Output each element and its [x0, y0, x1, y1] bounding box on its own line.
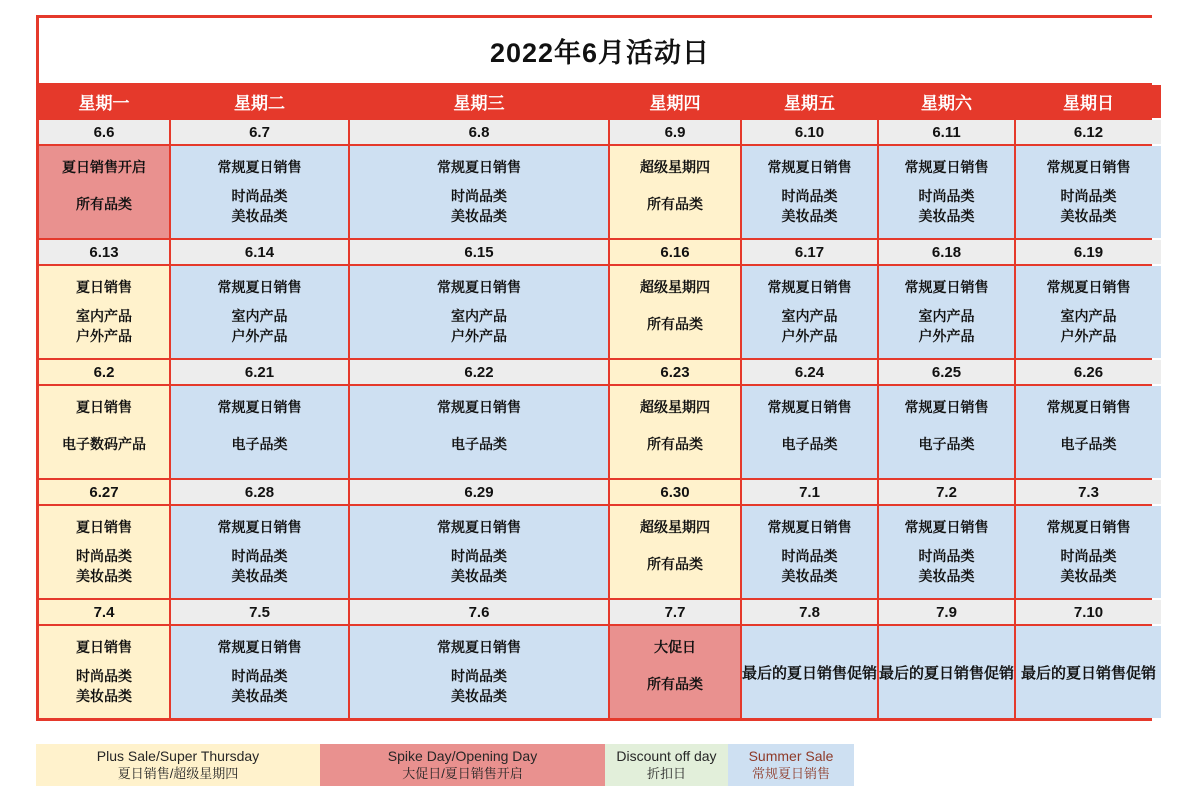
- event-cell[interactable]: [171, 146, 348, 238]
- date-cell[interactable]: 6.19: [1016, 240, 1161, 264]
- event-category: 时尚品类: [76, 668, 132, 684]
- event-category: 美妆品类: [1060, 208, 1117, 224]
- event-category: 所有品类: [76, 196, 132, 212]
- event-cell[interactable]: [350, 386, 608, 478]
- event-categories: [76, 306, 132, 346]
- event-title: 常规夏日销售: [217, 279, 302, 295]
- event-cell[interactable]: [610, 506, 740, 598]
- page-title: 2022年6月活动日: [39, 18, 1161, 83]
- event-categories: [919, 186, 975, 226]
- event-category: 时尚品类: [451, 668, 507, 684]
- event-title: 常规夏日销售: [767, 519, 852, 535]
- weekday-header-5[interactable]: 星期五: [742, 85, 877, 118]
- event-category: 时尚品类: [231, 188, 288, 204]
- event-categories: [76, 666, 132, 706]
- event-category: 所有品类: [647, 556, 703, 572]
- event-category: 美妆品类: [918, 568, 975, 584]
- date-cell[interactable]: 6.9: [610, 120, 740, 144]
- date-cell[interactable]: 6.25: [879, 360, 1014, 384]
- event-cell[interactable]: [879, 386, 1014, 478]
- date-cell[interactable]: 6.12: [1016, 120, 1161, 144]
- event-title: 常规夏日销售: [1046, 519, 1131, 535]
- event-cell[interactable]: [610, 626, 740, 718]
- event-category: 室内产品: [76, 308, 132, 324]
- date-cell[interactable]: 7.7: [610, 600, 740, 624]
- legend-label-zh: 大促日/夏日销售开启: [402, 766, 523, 781]
- date-cell[interactable]: 6.11: [879, 120, 1014, 144]
- event-cell[interactable]: [350, 146, 608, 238]
- event-cell[interactable]: [171, 506, 348, 598]
- event-title: 常规夏日销售: [904, 519, 989, 535]
- event-category: 美妆品类: [781, 208, 838, 224]
- event-category: 美妆品类: [918, 208, 975, 224]
- event-categories: [919, 306, 975, 346]
- event-cell[interactable]: [39, 146, 169, 238]
- date-cell[interactable]: 6.16: [610, 240, 740, 264]
- event-title: 超级星期四: [640, 159, 710, 175]
- event-category: 美妆品类: [231, 568, 288, 584]
- event-category: 户外产品: [451, 328, 507, 344]
- event-category: 电子品类: [231, 436, 288, 452]
- event-category: 电子品类: [781, 436, 838, 452]
- event-title: 夏日销售: [76, 519, 132, 535]
- date-cell[interactable]: 7.3: [1016, 480, 1161, 504]
- legend-label-zh: 常规夏日销售: [751, 766, 830, 781]
- event-categories: [782, 306, 838, 346]
- date-cell[interactable]: 6.14: [171, 240, 348, 264]
- date-cell[interactable]: 6.17: [742, 240, 877, 264]
- event-cell[interactable]: [39, 266, 169, 358]
- event-category: 户外产品: [781, 328, 838, 344]
- event-categories: [451, 434, 507, 454]
- event-categories: [451, 306, 507, 346]
- event-title: 常规夏日销售: [1046, 399, 1131, 415]
- event-categories: [1061, 186, 1117, 226]
- event-categories: [919, 546, 975, 586]
- event-cell[interactable]: [171, 266, 348, 358]
- event-category: 所有品类: [647, 196, 703, 212]
- event-categories: [232, 666, 288, 706]
- event-categories: [647, 674, 703, 694]
- event-cell[interactable]: [171, 626, 348, 718]
- event-cell[interactable]: [610, 146, 740, 238]
- event-cell[interactable]: [1016, 146, 1161, 238]
- event-categories: [647, 434, 703, 454]
- event-category: 室内产品: [918, 308, 975, 324]
- event-category: 时尚品类: [1060, 548, 1117, 564]
- event-categories: [232, 434, 288, 454]
- weekday-header-3[interactable]: 星期三: [350, 85, 608, 118]
- event-categories: [782, 186, 838, 226]
- event-category: 时尚品类: [781, 188, 838, 204]
- event-title: 超级星期四: [640, 279, 710, 295]
- date-cell[interactable]: 6.22: [350, 360, 608, 384]
- event-cell[interactable]: [350, 266, 608, 358]
- event-category: 美妆品类: [451, 568, 507, 584]
- event-category: 户外产品: [76, 328, 132, 344]
- event-title: 夏日销售开启: [62, 159, 146, 175]
- legend-label-en: Summer Sale: [748, 748, 834, 764]
- legend-item-2: [320, 744, 605, 786]
- event-cell[interactable]: [1016, 506, 1161, 598]
- event-title: 超级星期四: [640, 519, 710, 535]
- legend-label-zh: 折扣日: [646, 766, 686, 781]
- legend-item-3: [605, 744, 728, 786]
- event-title: 常规夏日销售: [1046, 279, 1131, 295]
- event-title: 常规夏日销售: [437, 399, 521, 415]
- event-title: 常规夏日销售: [217, 639, 302, 655]
- event-title: 常规夏日销售: [904, 399, 989, 415]
- event-cell[interactable]: [742, 386, 877, 478]
- event-cell[interactable]: [610, 386, 740, 478]
- date-cell[interactable]: 7.9: [879, 600, 1014, 624]
- legend: [36, 744, 854, 786]
- event-category: 所有品类: [647, 316, 703, 332]
- event-category: 室内产品: [781, 308, 838, 324]
- event-category: 时尚品类: [451, 548, 507, 564]
- date-cell[interactable]: 7.10: [1016, 600, 1161, 624]
- event-cell[interactable]: [1016, 386, 1161, 478]
- event-title: 常规夏日销售: [217, 159, 302, 175]
- event-title: 夏日销售: [76, 279, 132, 295]
- event-title: 夏日销售: [76, 399, 132, 415]
- event-categories: [647, 194, 703, 214]
- calendar-table: [36, 15, 1156, 721]
- legend-item-4: [728, 744, 854, 786]
- legend-label-zh: 夏日销售/超级星期四: [117, 766, 239, 781]
- legend-label-en: Spike Day/Opening Day: [387, 748, 538, 764]
- legend-label-en: Discount off day: [616, 748, 717, 764]
- event-title: 超级星期四: [640, 399, 710, 415]
- date-cell[interactable]: 7.6: [350, 600, 608, 624]
- event-category: 户外产品: [1060, 328, 1117, 344]
- event-title: 常规夏日销售: [1046, 159, 1131, 175]
- date-cell[interactable]: 6.24: [742, 360, 877, 384]
- event-cell[interactable]: [39, 506, 169, 598]
- date-cell[interactable]: 7.8: [742, 600, 877, 624]
- date-cell[interactable]: 6.21: [171, 360, 348, 384]
- date-cell[interactable]: 6.27: [39, 480, 169, 504]
- event-title: 常规夏日销售: [437, 519, 521, 535]
- event-category: 室内产品: [451, 308, 507, 324]
- weekday-header-7[interactable]: 星期日: [1016, 85, 1161, 118]
- date-cell[interactable]: 7.2: [879, 480, 1014, 504]
- event-overflow-text: 最后的夏日销售促销: [742, 664, 878, 682]
- event-cell[interactable]: [742, 146, 877, 238]
- event-category: 美妆品类: [781, 568, 838, 584]
- date-cell[interactable]: 6.28: [171, 480, 348, 504]
- event-categories: [76, 194, 132, 214]
- date-cell[interactable]: 6.10: [742, 120, 877, 144]
- event-categories: [62, 434, 146, 454]
- event-category: 美妆品类: [76, 568, 132, 584]
- event-category: 时尚品类: [451, 188, 507, 204]
- event-cell[interactable]: [350, 506, 608, 598]
- event-title: 常规夏日销售: [437, 639, 521, 655]
- event-category: 时尚品类: [231, 548, 288, 564]
- date-cell[interactable]: 6.6: [39, 120, 169, 144]
- event-title: 夏日销售: [76, 639, 132, 655]
- event-category: 电子品类: [1060, 436, 1117, 452]
- event-category: 时尚品类: [781, 548, 838, 564]
- event-title: 常规夏日销售: [767, 159, 852, 175]
- event-cell[interactable]: [1016, 626, 1161, 718]
- weekday-header-1[interactable]: 星期一: [39, 85, 169, 118]
- event-categories: [1061, 306, 1117, 346]
- event-category: 美妆品类: [451, 208, 507, 224]
- event-cell[interactable]: [610, 266, 740, 358]
- event-category: 所有品类: [647, 436, 703, 452]
- date-cell[interactable]: 7.4: [39, 600, 169, 624]
- event-title: 常规夏日销售: [217, 519, 302, 535]
- event-category: 户外产品: [918, 328, 975, 344]
- event-category: 所有品类: [647, 676, 703, 692]
- event-category: 美妆品类: [1060, 568, 1117, 584]
- event-category: 室内产品: [1060, 308, 1117, 324]
- date-cell[interactable]: 6.26: [1016, 360, 1161, 384]
- date-cell[interactable]: 6.30: [610, 480, 740, 504]
- date-cell[interactable]: 7.5: [171, 600, 348, 624]
- date-cell[interactable]: 6.7: [171, 120, 348, 144]
- event-category: 电子品类: [451, 436, 507, 452]
- event-cell[interactable]: [171, 386, 348, 478]
- event-title: 常规夏日销售: [437, 159, 521, 175]
- event-categories: [647, 314, 703, 334]
- weekday-header-6[interactable]: 星期六: [879, 85, 1014, 118]
- event-category: 美妆品类: [231, 688, 288, 704]
- event-categories: [1061, 434, 1117, 454]
- event-cell[interactable]: [879, 266, 1014, 358]
- event-category: 电子品类: [918, 436, 975, 452]
- legend-label-en: Plus Sale/Super Thursday: [96, 748, 260, 764]
- event-categories: [782, 546, 838, 586]
- event-cell[interactable]: [39, 626, 169, 718]
- event-category: 时尚品类: [918, 188, 975, 204]
- event-cell[interactable]: [879, 146, 1014, 238]
- legend-item-1: [36, 744, 320, 786]
- event-categories: [1061, 546, 1117, 586]
- event-title: 大促日: [654, 639, 696, 655]
- date-cell[interactable]: 6.29: [350, 480, 608, 504]
- event-categories: [232, 546, 288, 586]
- weekday-header-4[interactable]: 星期四: [610, 85, 740, 118]
- date-cell[interactable]: 6.13: [39, 240, 169, 264]
- event-cell[interactable]: [1016, 266, 1161, 358]
- event-title: 常规夏日销售: [904, 159, 989, 175]
- date-cell[interactable]: 6.15: [350, 240, 608, 264]
- event-cell[interactable]: [879, 506, 1014, 598]
- event-categories: [782, 434, 838, 454]
- event-categories: [919, 434, 975, 454]
- event-categories: [451, 546, 507, 586]
- event-categories: [76, 546, 132, 586]
- event-cell[interactable]: [742, 626, 877, 718]
- event-categories: [232, 186, 288, 226]
- event-title: 常规夏日销售: [904, 279, 989, 295]
- event-category: 美妆品类: [231, 208, 288, 224]
- event-category: 美妆品类: [76, 688, 132, 704]
- date-cell[interactable]: 6.8: [350, 120, 608, 144]
- event-cell[interactable]: [742, 266, 877, 358]
- event-category: 室内产品: [231, 308, 288, 324]
- event-overflow-text: 最后的夏日销售促销: [1020, 664, 1156, 682]
- event-category: 时尚品类: [231, 668, 288, 684]
- date-cell[interactable]: 7.1: [742, 480, 877, 504]
- event-categories: [451, 666, 507, 706]
- event-categories: [647, 554, 703, 574]
- event-title: 常规夏日销售: [767, 279, 852, 295]
- event-overflow-text: 最后的夏日销售促销: [879, 664, 1015, 682]
- event-title: 常规夏日销售: [437, 279, 521, 295]
- event-cell[interactable]: [742, 506, 877, 598]
- date-cell[interactable]: 6.23: [610, 360, 740, 384]
- event-category: 时尚品类: [1060, 188, 1117, 204]
- event-title: 常规夏日销售: [217, 399, 302, 415]
- event-category: 时尚品类: [918, 548, 975, 564]
- event-category: 电子数码产品: [62, 436, 146, 452]
- event-categories: [451, 186, 507, 226]
- event-title: 常规夏日销售: [767, 399, 852, 415]
- event-cell[interactable]: [879, 626, 1014, 718]
- date-cell[interactable]: 6.18: [879, 240, 1014, 264]
- weekday-header-2[interactable]: 星期二: [171, 85, 348, 118]
- event-category: 户外产品: [231, 328, 288, 344]
- event-categories: [232, 306, 288, 346]
- event-cell[interactable]: [39, 386, 169, 478]
- event-category: 美妆品类: [451, 688, 507, 704]
- event-category: 时尚品类: [76, 548, 132, 564]
- event-cell[interactable]: [350, 626, 608, 718]
- date-cell[interactable]: 6.2: [39, 360, 169, 384]
